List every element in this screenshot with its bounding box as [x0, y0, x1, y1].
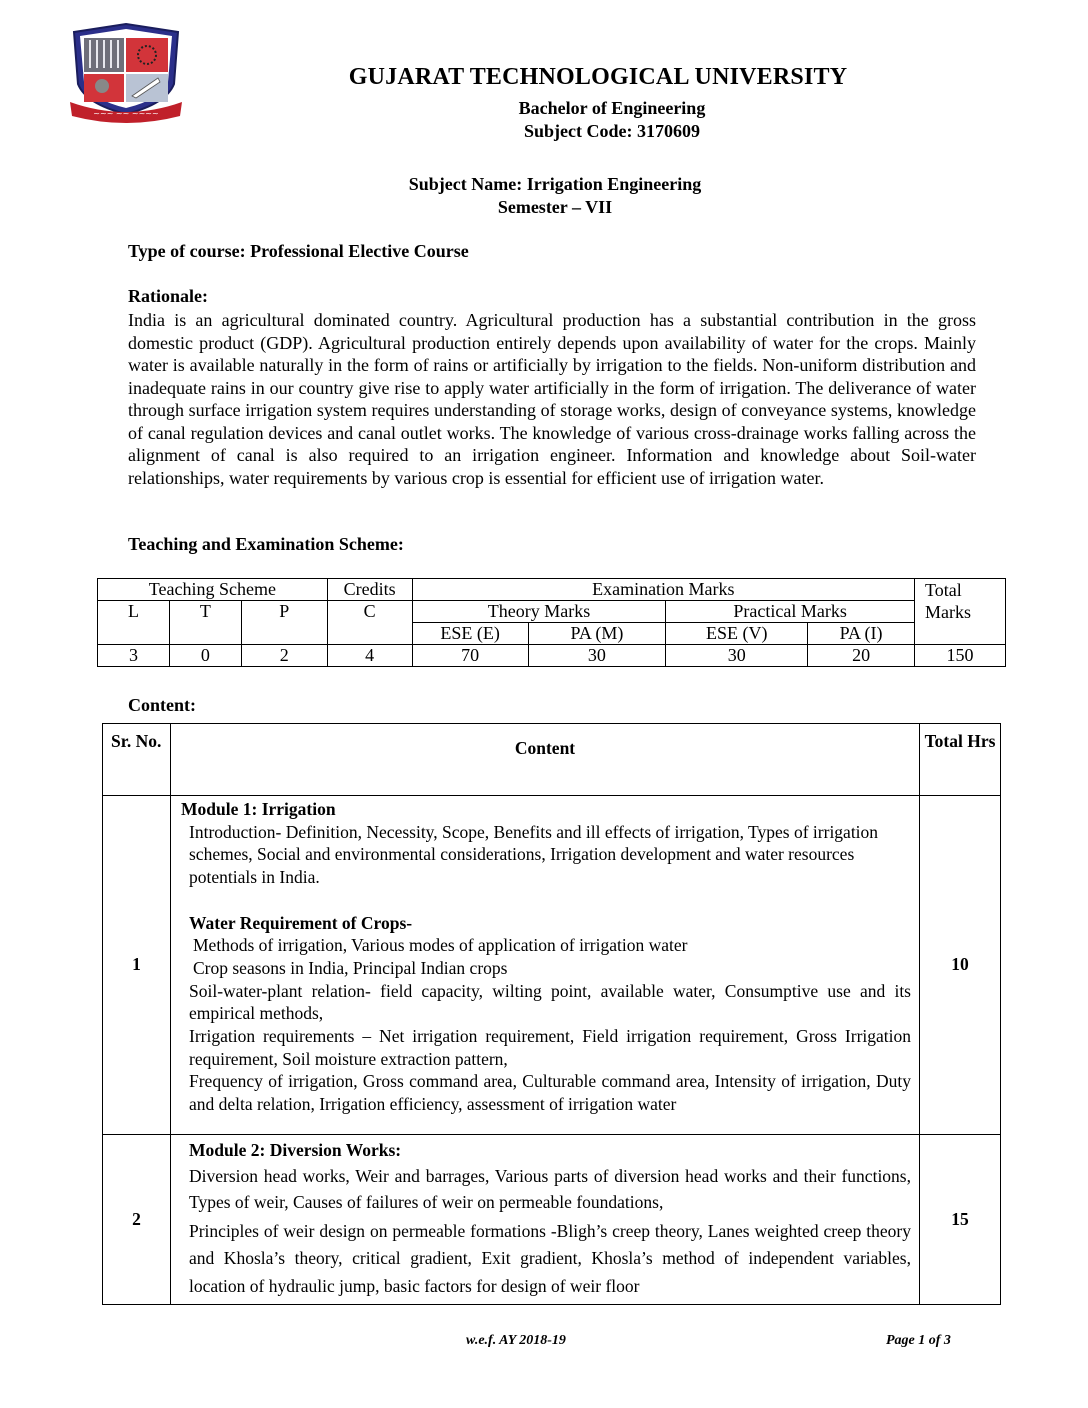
- module-title: Module 1: Irrigation: [181, 799, 336, 819]
- module-line: Soil-water-plant relation- field capacity, wilting point, available water, Consumptive use and its empirical methods,: [189, 980, 911, 1024]
- teaching-scheme-header: Teaching Scheme: [98, 579, 328, 601]
- pa-i-value: 20: [808, 645, 915, 667]
- pa-m-header: PA (M): [528, 623, 666, 645]
- pa-m-value: 30: [528, 645, 666, 667]
- rationale-text: India is an agricultural dominated country. Agricultural production has a substantial contribution in the gross domestic product (GDP). Agricultural production entirely depends upon availability of water for the crops. Mainly water is available naturally in the form of rains or artificially by irrigation to the fields. Non-uniform distribution and inadequate rains in our country give rise to apply water artificially in the form of irrigation. The deliverance of water through surface irrigation system requires understanding of storage works, design of conveyance systems, knowledge of canal regulation devices and canal outlet works. The knowledge of various cross-drainage works falling across the alignment of canal is also required to an irrigation engineer. Information and knowledge about Soil-water relationships, water requirements by various crop is essential for efficient use of irrigation water.: [128, 310, 976, 488]
- degree-block: [0, 97, 1088, 143]
- total-value: 150: [915, 645, 1006, 667]
- theory-marks-header: Theory Marks: [412, 601, 666, 623]
- module-line: Principles of weir design on permeable formations -Bligh’s creep theory, Lanes weighted creep theory and Khosla’s theory, critical gradient, Exit gradient, Khosla’s method of independent variables, location of hydraulic jump, basic factors for design of weir floor: [189, 1220, 911, 1296]
- sr-no: 2: [103, 1134, 171, 1305]
- exam-marks-header: Examination Marks: [412, 579, 914, 601]
- svg-text:~~~ ~~ ~~~~: ~~~ ~~ ~~~~: [93, 109, 159, 118]
- total-hrs-header: Total Hrs: [920, 724, 1001, 796]
- l-header: L: [98, 601, 170, 645]
- ese-v-header: ESE (V): [666, 623, 808, 645]
- module-line: Crop seasons in India, Principal Indian crops: [193, 957, 508, 978]
- university-title: GUJARAT TECHNOLOGICAL UNIVERSITY: [348, 64, 848, 90]
- page-number: Page 1 of 3: [886, 1333, 951, 1348]
- p-header: P: [241, 601, 327, 645]
- table-row: [103, 796, 1001, 1135]
- p-value: 2: [241, 645, 327, 667]
- subject-block: [0, 173, 1088, 219]
- credits-header: Credits: [327, 579, 412, 601]
- t-value: 0: [169, 645, 241, 667]
- sr-no-header: Sr. No.: [103, 724, 171, 796]
- rationale-heading: Rationale:: [128, 286, 208, 306]
- content-table: [102, 723, 1001, 1305]
- t-header: T: [169, 601, 241, 645]
- ese-v-value: 30: [666, 645, 808, 667]
- total-hrs: 15: [920, 1134, 1001, 1305]
- total-marks-header: Total Marks: [915, 579, 1006, 645]
- c-header: C: [327, 601, 412, 645]
- scheme-heading: Teaching and Examination Scheme:: [128, 534, 404, 554]
- module-line: Diversion head works, Weir and barrages, Various parts of diversion head works and their functions, Types of weir, Causes of failures of weir on permeable foundations,: [189, 1165, 911, 1212]
- subject-name: Subject Name: Irrigation Engineering: [408, 174, 702, 194]
- module-subtitle: Water Requirement of Crops-: [189, 912, 413, 933]
- degree-label: Bachelor of Engineering: [518, 98, 706, 118]
- content-heading: Content:: [128, 695, 196, 715]
- l-value: 3: [98, 645, 170, 667]
- content-col-header: Content: [171, 724, 920, 796]
- sr-no: 1: [103, 796, 171, 1135]
- scheme-values-row: [98, 645, 1006, 667]
- scheme-table: [97, 578, 1006, 667]
- module-line: Irrigation requirements – Net irrigation requirement, Field irrigation requirement, Gross Irrigation requirement, Soil moisture extraction pattern,: [189, 1026, 911, 1069]
- module-line: Frequency of irrigation, Gross command area, Culturable command area, Intensity of irrigation, Duty and delta relation, Irrigation efficiency, assessment of irrigation water: [189, 1071, 911, 1115]
- total-hrs: 10: [920, 796, 1001, 1135]
- module-line: Methods of irrigation, Various modes of application of irrigation water: [193, 935, 688, 956]
- course-type: Type of course: Professional Elective Course: [128, 241, 469, 261]
- semester: Semester – VII: [497, 197, 613, 217]
- wef-label: w.e.f. AY 2018-19: [466, 1333, 566, 1348]
- content-header-row: [103, 724, 1001, 796]
- ese-e-value: 70: [412, 645, 528, 667]
- module-intro: Introduction- Definition, Necessity, Scope, Benefits and ill effects of irrigation, Types of irrigation schemes, Social and environmental considerations, Irrigation development and water resources potentials in India.: [189, 821, 879, 888]
- c-value: 4: [327, 645, 412, 667]
- subject-code: Subject Code: 3170609: [524, 121, 700, 141]
- table-row: [103, 1134, 1001, 1305]
- module-title: Module 2: Diversion Works:: [189, 1139, 402, 1160]
- practical-marks-header: Practical Marks: [666, 601, 915, 623]
- ese-e-header: ESE (E): [412, 623, 528, 645]
- pa-i-header: PA (I): [808, 623, 915, 645]
